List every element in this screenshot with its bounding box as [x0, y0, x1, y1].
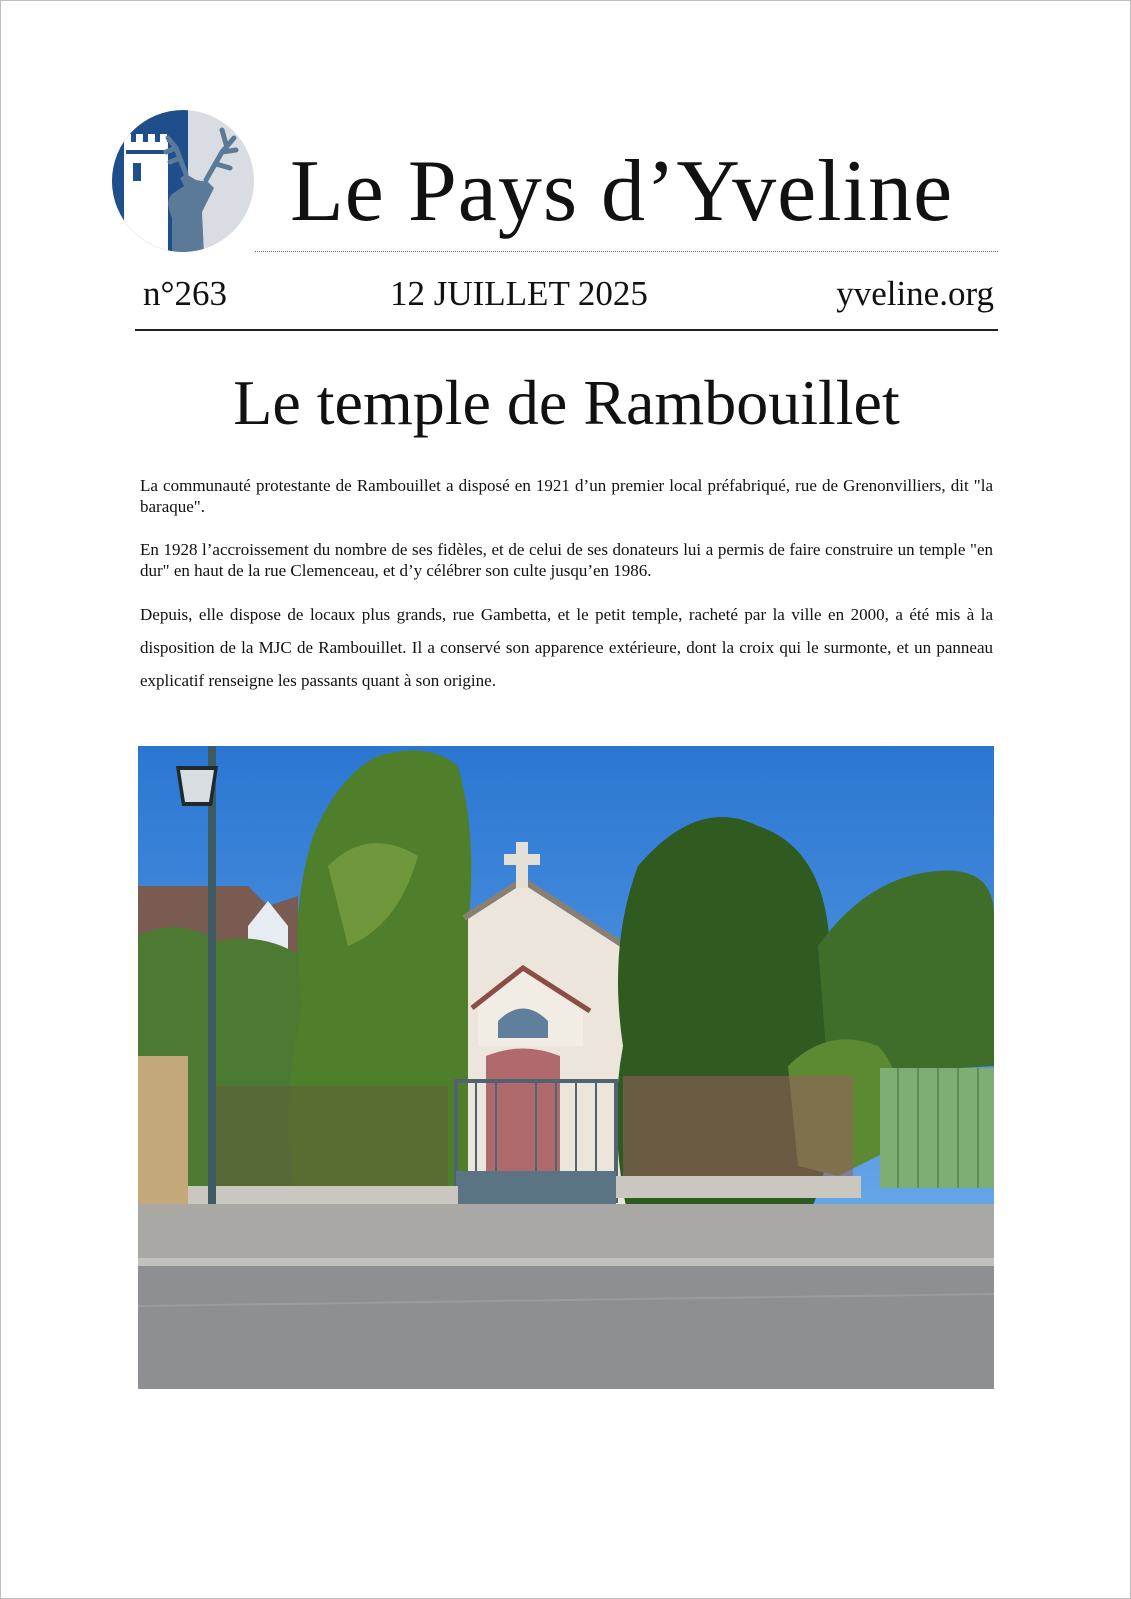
header-divider: [135, 329, 998, 331]
logo-stag-icon: [110, 108, 256, 254]
article-title: Le temple de Rambouillet: [233, 367, 900, 438]
masthead-title: Le Pays d’Yveline: [290, 143, 954, 240]
article-body: [140, 475, 993, 719]
paragraph-3: Depuis, elle dispose de locaux plus grands, rue Gambetta, et le petit temple, racheté par la ville en 2000, a été mis à la disposition de la MJC de Rambouillet. Il a conservé son apparence extérieure, dont la croix qui le surmonte, et un panneau explicatif renseigne les passants quant à son origine.: [140, 605, 993, 690]
paragraph-1: La communauté protestante de Rambouillet a disposé en 1921 d’un premier local préfabriqué, rue de Grenonvilliers, dit "la baraque".: [140, 476, 993, 516]
paragraph-2: En 1928 l’accroissement du nombre de ses fidèles, et de celui de ses donateurs lui a permis de faire construire un temple "en dur" en haut de la rue Clemenceau, et d’y célébrer son culte jusqu’en 1986.: [140, 540, 993, 580]
issue-date: 12 JUILLET 2025: [390, 274, 648, 313]
issue-number: n°263: [143, 274, 227, 313]
dotted-divider: [255, 251, 998, 252]
temple-facade-photo: [138, 746, 994, 1389]
website-link[interactable]: yveline.org: [836, 274, 994, 313]
